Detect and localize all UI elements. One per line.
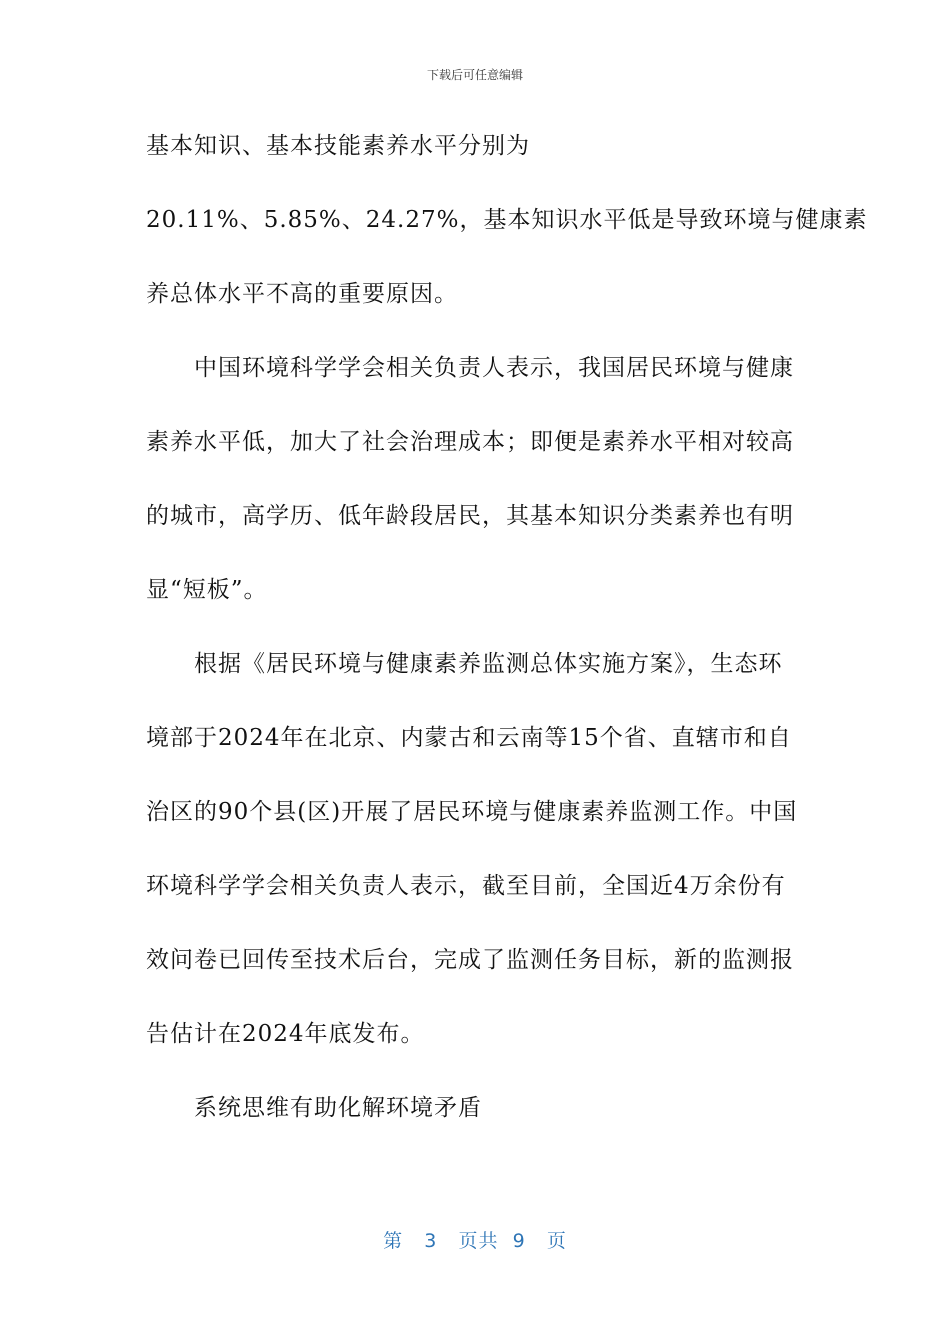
document-body [146,126,868,1162]
body-line: 养总体水平不高的重要原因。 [146,281,458,307]
body-line: 素养水平低，加大了社会治理成本；即便是素养水平相对较高 [146,429,794,455]
footer-prefix: 第 [383,1230,404,1252]
body-line: 治区的90个县(区)开展了居民环境与健康素养监测工作。中国 [146,799,798,825]
footer-suffix: 页 [546,1230,567,1252]
footer-middle: 页共 [458,1230,499,1252]
body-line: 中国环境科学学会相关负责人表示，我国居民环境与健康 [194,355,794,381]
body-line: 基本知识、基本技能素养水平分别为 [146,133,530,159]
body-line: 环境科学学会相关负责人表示，截至目前，全国近4万余份有 [146,873,786,899]
body-line: 的城市，高学历、低年龄段居民，其基本知识分类素养也有明 [146,503,794,529]
body-line: 效问卷已回传至技术后台，完成了监测任务目标，新的监测报 [146,947,794,973]
body-line: 境部于2024年在北京、内蒙古和云南等15个省、直辖市和自 [146,725,792,751]
body-line: 显“短板”。 [146,577,268,603]
section-heading: 系统思维有助化解环境矛盾 [194,1095,482,1121]
page-header-note: 下载后可任意编辑 [426,68,523,82]
total-pages-number: 9 [512,1230,526,1252]
body-line: 根据《居民环境与健康素养监测总体实施方案》，生态环 [194,651,783,677]
current-page-number: 3 [424,1230,438,1252]
body-line: 20.11%、5.85%、24.27%，基本知识水平低是导致环境与健康素 [146,207,868,233]
page-number-footer [0,1226,950,1253]
body-line: 告估计在2024年底发布。 [146,1021,425,1047]
